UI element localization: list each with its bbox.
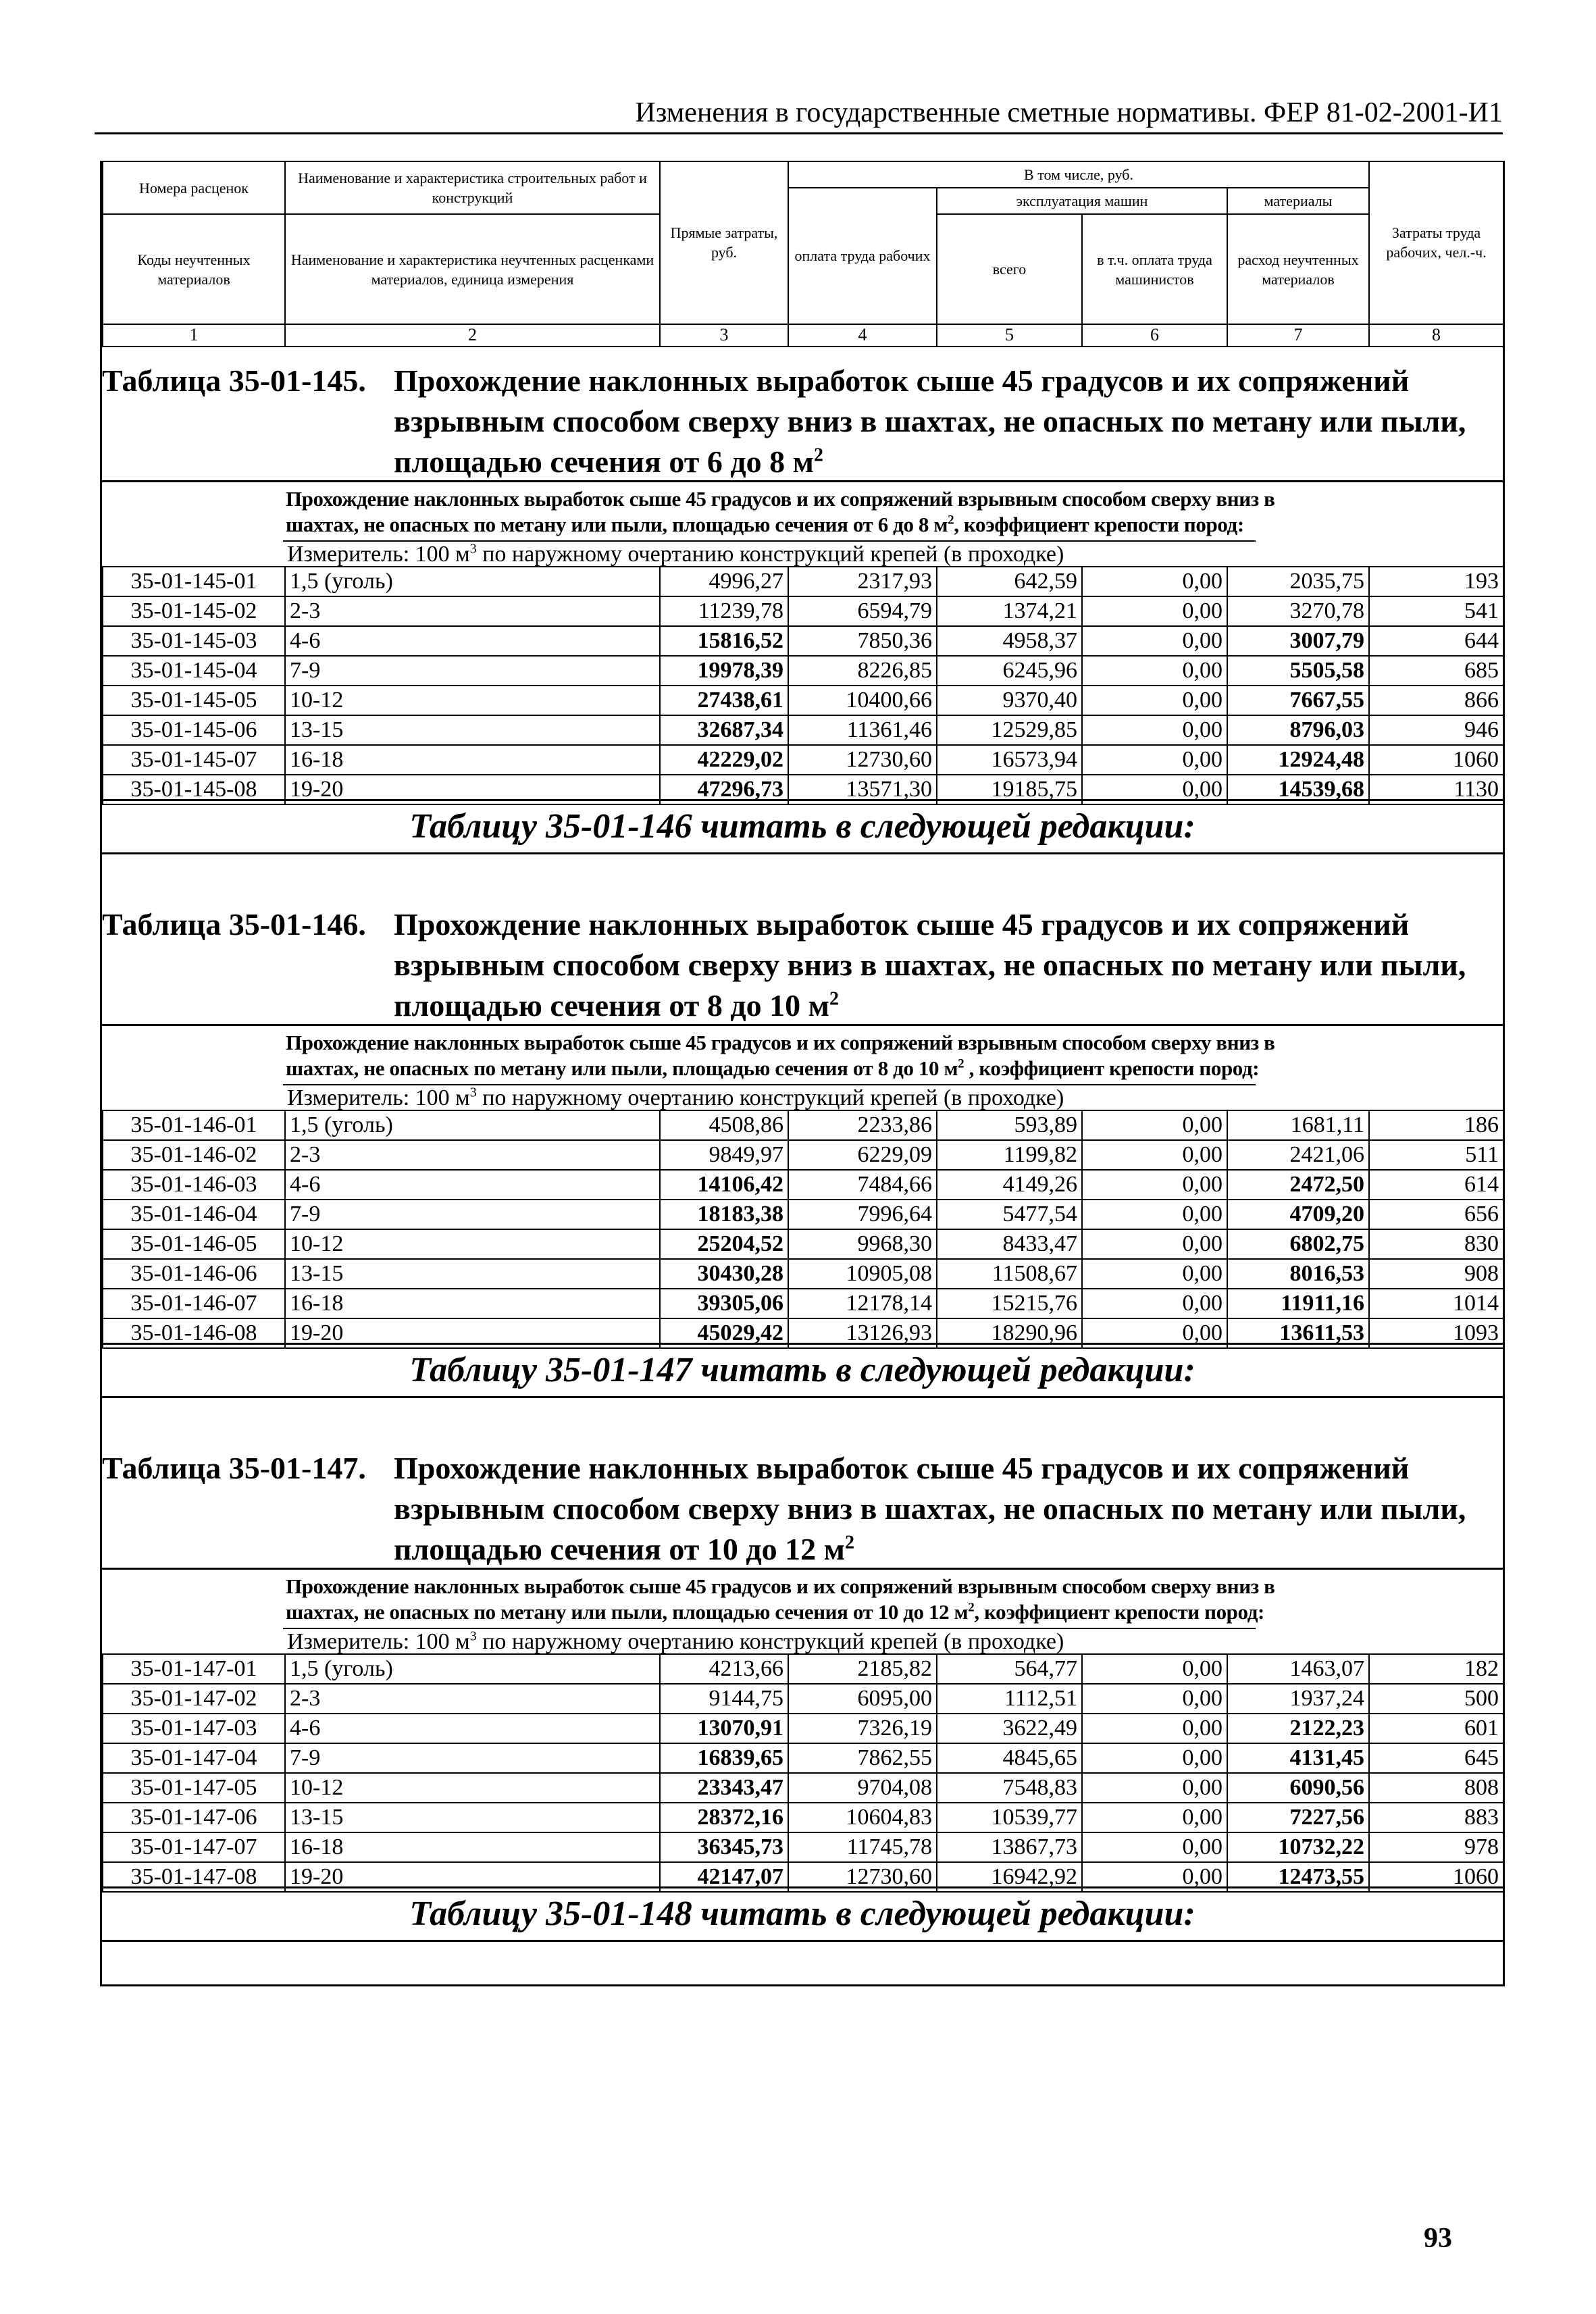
row-code-cell: 35-01-146-04 <box>103 1200 285 1229</box>
row-code-cell: 35-01-145-06 <box>103 715 285 745</box>
header-rule <box>95 132 1503 134</box>
unit-of-measure-tail: по наружному очертанию конструкций крепей (в проходке) <box>476 1629 1064 1654</box>
row-code-cell: 35-01-145-01 <box>103 567 285 596</box>
header-labor-pay: оплата труда рабочих <box>788 188 937 324</box>
row-labor-hours-cell: 1014 <box>1369 1289 1503 1318</box>
table-number: Таблица 35-01-147. <box>102 1451 366 1485</box>
row-direct-cost-cell: 13070,91 <box>660 1714 788 1743</box>
row-labor-pay-cell: 2185,82 <box>788 1654 937 1684</box>
row-code-cell: 35-01-146-08 <box>103 1318 285 1348</box>
row-labor-hours-cell: 601 <box>1369 1714 1503 1743</box>
row-materials-cell: 12924,48 <box>1227 745 1369 775</box>
header-name-bottom: Наименование и характеристика неучтенных расценками материалов, единица измерения <box>285 214 660 324</box>
row-materials-cell: 14539,68 <box>1227 775 1369 804</box>
row-labor-pay-cell: 9704,08 <box>788 1773 937 1803</box>
row-labor-pay-cell: 7996,64 <box>788 1200 937 1229</box>
row-machine-labor-cell: 0,00 <box>1082 1862 1227 1892</box>
row-labor-hours-cell: 193 <box>1369 567 1503 596</box>
row-labor-pay-cell: 12730,60 <box>788 1862 937 1892</box>
row-materials-cell: 10732,22 <box>1227 1832 1369 1862</box>
row-materials-cell: 5505,58 <box>1227 656 1369 686</box>
work-description-line: Прохождение наклонных выработок сыше 45 градусов и их сопряжений взрывным способом сверху вниз в <box>286 487 1275 511</box>
work-description-line <box>286 1599 1503 1625</box>
row-name-cell: 16-18 <box>285 745 660 775</box>
header-machine-total: всего <box>937 214 1082 324</box>
row-name-cell: 10-12 <box>285 686 660 715</box>
work-description-line: Прохождение наклонных выработок сыше 45 градусов и их сопряжений взрывным способом сверху вниз в <box>286 1031 1275 1054</box>
row-direct-cost-cell: 4996,27 <box>660 567 788 596</box>
work-description-text: шахтах, не опасных по метану или пыли, площадью сечения от 8 до 10 м <box>286 1056 958 1080</box>
header-labor-costs: Затраты труда рабочих, чел.-ч. <box>1369 161 1503 324</box>
row-direct-cost-cell: 42229,02 <box>660 745 788 775</box>
row-labor-pay-cell: 6594,79 <box>788 596 937 626</box>
row-direct-cost-cell: 11239,78 <box>660 596 788 626</box>
row-direct-cost-cell: 36345,73 <box>660 1832 788 1862</box>
row-direct-cost-cell: 18183,38 <box>660 1200 788 1229</box>
row-direct-cost-cell: 9144,75 <box>660 1684 788 1714</box>
row-labor-pay-cell: 7326,19 <box>788 1714 937 1743</box>
header-including: В том числе, руб. <box>788 161 1369 188</box>
row-direct-cost-cell: 39305,06 <box>660 1289 788 1318</box>
row-code-cell: 35-01-145-03 <box>103 626 285 656</box>
header-materials-uncounted: расход неучтенных материалов <box>1227 214 1369 324</box>
row-name-cell: 4-6 <box>285 1714 660 1743</box>
row-labor-pay-cell: 6095,00 <box>788 1684 937 1714</box>
row-name-cell: 19-20 <box>285 1318 660 1348</box>
rates-table <box>102 1110 1504 1349</box>
header-machine-incl-pay: в т.ч. оплата труда машинистов <box>1082 214 1227 324</box>
table-row <box>103 715 1503 745</box>
unit-of-measure-tail: по наружному очертанию конструкций крепей (в проходке) <box>476 542 1064 567</box>
work-description-superscript: 2 <box>948 513 954 528</box>
table-row <box>103 596 1503 626</box>
row-materials-cell: 3270,78 <box>1227 596 1369 626</box>
row-machine-labor-cell: 0,00 <box>1082 1200 1227 1229</box>
row-machine-labor-cell: 0,00 <box>1082 775 1227 804</box>
row-labor-hours-cell: 614 <box>1369 1170 1503 1200</box>
row-labor-pay-cell: 9968,30 <box>788 1229 937 1259</box>
row-machine-total-cell: 16942,92 <box>937 1862 1082 1892</box>
rate-table-section <box>102 1435 1503 1942</box>
row-direct-cost-cell: 30430,28 <box>660 1259 788 1289</box>
row-labor-hours-cell: 1060 <box>1369 745 1503 775</box>
row-labor-hours-cell: 182 <box>1369 1654 1503 1684</box>
row-machine-labor-cell: 0,00 <box>1082 1289 1227 1318</box>
row-labor-pay-cell: 7484,66 <box>788 1170 937 1200</box>
row-labor-pay-cell: 12178,14 <box>788 1289 937 1318</box>
page-number: 93 <box>1424 2223 1452 2254</box>
table-title-superscript: 2 <box>814 444 823 466</box>
row-materials-cell: 2472,50 <box>1227 1170 1369 1200</box>
row-materials-cell: 1681,11 <box>1227 1110 1369 1140</box>
row-code-cell: 35-01-145-08 <box>103 775 285 804</box>
row-name-cell: 1,5 (уголь) <box>285 1654 660 1684</box>
row-labor-pay-cell: 7862,55 <box>788 1743 937 1773</box>
row-labor-hours-cell: 500 <box>1369 1684 1503 1714</box>
unit-of-measure-superscript: 3 <box>469 1085 477 1100</box>
unit-of-measure <box>283 1084 1256 1110</box>
row-machine-total-cell: 3622,49 <box>937 1714 1082 1743</box>
row-code-cell: 35-01-146-06 <box>103 1259 285 1289</box>
header-direct-costs: Прямые затраты, руб. <box>660 161 788 324</box>
table-title-text: Прохождение наклонных выработок сыше 45 градусов и их сопряжений взрывным способом сверху вниз в шахтах, не опасных по метану или пыли, площадью сечения от 10 до 12 м <box>394 1451 1466 1566</box>
row-machine-total-cell: 15215,76 <box>937 1289 1082 1318</box>
row-labor-hours-cell: 883 <box>1369 1803 1503 1832</box>
unit-of-measure-text: Измеритель: 100 м <box>287 542 470 567</box>
row-machine-total-cell: 642,59 <box>937 567 1082 596</box>
row-machine-total-cell: 7548,83 <box>937 1773 1082 1803</box>
row-code-cell: 35-01-147-08 <box>103 1862 285 1892</box>
row-machine-labor-cell: 0,00 <box>1082 1140 1227 1170</box>
table-row <box>103 1684 1503 1714</box>
work-description-text: шахтах, не опасных по метану или пыли, площадью сечения от 6 до 8 м <box>286 513 948 536</box>
row-machine-labor-cell: 0,00 <box>1082 626 1227 656</box>
row-materials-cell: 11911,16 <box>1227 1289 1369 1318</box>
header-number: 5 <box>937 324 1082 346</box>
row-machine-total-cell: 1112,51 <box>937 1684 1082 1714</box>
row-code-cell: 35-01-146-02 <box>103 1140 285 1170</box>
row-machine-labor-cell: 0,00 <box>1082 596 1227 626</box>
table-row <box>103 1170 1503 1200</box>
table-row <box>103 1259 1503 1289</box>
row-name-cell: 2-3 <box>285 1684 660 1714</box>
row-code-cell: 35-01-147-04 <box>103 1743 285 1773</box>
work-description-superscript: 2 <box>958 1056 964 1071</box>
row-direct-cost-cell: 27438,61 <box>660 686 788 715</box>
row-machine-total-cell: 4845,65 <box>937 1743 1082 1773</box>
row-machine-labor-cell: 0,00 <box>1082 1318 1227 1348</box>
row-materials-cell: 1463,07 <box>1227 1654 1369 1684</box>
row-machine-total-cell: 11508,67 <box>937 1259 1082 1289</box>
header-codes-bottom: Коды неучтенных материалов <box>103 214 285 324</box>
work-description <box>286 1574 1503 1625</box>
row-direct-cost-cell: 14106,42 <box>660 1170 788 1200</box>
work-description-line <box>286 512 1503 538</box>
row-machine-labor-cell: 0,00 <box>1082 567 1227 596</box>
rates-table <box>102 1653 1504 1893</box>
row-labor-pay-cell: 2233,86 <box>788 1110 937 1140</box>
row-direct-cost-cell: 4508,86 <box>660 1110 788 1140</box>
rate-table-section <box>102 347 1503 854</box>
row-machine-labor-cell: 0,00 <box>1082 715 1227 745</box>
row-materials-cell: 4131,45 <box>1227 1743 1369 1773</box>
row-name-cell: 4-6 <box>285 1170 660 1200</box>
table-title-superscript: 2 <box>845 1532 854 1553</box>
row-code-cell: 35-01-147-01 <box>103 1654 285 1684</box>
row-direct-cost-cell: 25204,52 <box>660 1229 788 1259</box>
header-number: 2 <box>285 324 660 346</box>
row-machine-labor-cell: 0,00 <box>1082 1832 1227 1862</box>
row-machine-total-cell: 564,77 <box>937 1654 1082 1684</box>
table-row <box>103 567 1503 596</box>
row-machine-total-cell: 19185,75 <box>937 775 1082 804</box>
row-machine-labor-cell: 0,00 <box>1082 1110 1227 1140</box>
row-labor-hours-cell: 644 <box>1369 626 1503 656</box>
work-description-superscript: 2 <box>968 1600 975 1615</box>
row-machine-total-cell: 10539,77 <box>937 1803 1082 1832</box>
row-machine-total-cell: 1199,82 <box>937 1140 1082 1170</box>
next-edition-note: Таблицу 35-01-148 читать в следующей редакции: <box>102 1886 1503 1942</box>
row-code-cell: 35-01-146-03 <box>103 1170 285 1200</box>
row-direct-cost-cell: 32687,34 <box>660 715 788 745</box>
row-labor-pay-cell: 13571,30 <box>788 775 937 804</box>
row-machine-total-cell: 5477,54 <box>937 1200 1082 1229</box>
row-code-cell: 35-01-145-07 <box>103 745 285 775</box>
row-materials-cell: 4709,20 <box>1227 1200 1369 1229</box>
section-title-block <box>102 891 1503 1026</box>
work-description-line: Прохождение наклонных выработок сыше 45 градусов и их сопряжений взрывным способом сверху вниз в <box>286 1574 1275 1598</box>
table-row <box>103 1200 1503 1229</box>
row-code-cell: 35-01-145-05 <box>103 686 285 715</box>
table-number: Таблица 35-01-145. <box>102 363 366 398</box>
row-labor-hours-cell: 1093 <box>1369 1318 1503 1348</box>
table-title-text: Прохождение наклонных выработок сыше 45 градусов и их сопряжений взрывным способом сверху вниз в шахтах, не опасных по метану или пыли, площадью сечения от 8 до 10 м <box>394 907 1466 1023</box>
row-materials-cell: 7667,55 <box>1227 686 1369 715</box>
row-machine-total-cell: 13867,73 <box>937 1832 1082 1862</box>
row-labor-hours-cell: 1130 <box>1369 775 1503 804</box>
work-description <box>286 1030 1503 1081</box>
table-row <box>103 1832 1503 1862</box>
row-name-cell: 7-9 <box>285 1743 660 1773</box>
row-machine-labor-cell: 0,00 <box>1082 1773 1227 1803</box>
row-name-cell: 10-12 <box>285 1229 660 1259</box>
row-materials-cell: 2122,23 <box>1227 1714 1369 1743</box>
next-edition-note: Таблицу 35-01-147 читать в следующей редакции: <box>102 1343 1503 1398</box>
work-description-line <box>286 1056 1503 1081</box>
work-description <box>286 486 1503 538</box>
row-code-cell: 35-01-145-04 <box>103 656 285 686</box>
section-title-block <box>102 347 1503 482</box>
row-name-cell: 19-20 <box>285 1862 660 1892</box>
row-labor-hours-cell: 946 <box>1369 715 1503 745</box>
row-name-cell: 13-15 <box>285 1803 660 1832</box>
unit-of-measure-text: Измеритель: 100 м <box>287 1629 470 1654</box>
row-materials-cell: 2421,06 <box>1227 1140 1369 1170</box>
rate-table-section <box>102 891 1503 1398</box>
row-materials-cell: 6802,75 <box>1227 1229 1369 1259</box>
row-labor-hours-cell: 808 <box>1369 1773 1503 1803</box>
row-machine-total-cell: 6245,96 <box>937 656 1082 686</box>
table-row <box>103 1743 1503 1773</box>
row-labor-hours-cell: 830 <box>1369 1229 1503 1259</box>
row-machine-total-cell: 4958,37 <box>937 626 1082 656</box>
unit-of-measure-tail: по наружному очертанию конструкций крепей (в проходке) <box>476 1085 1064 1110</box>
row-direct-cost-cell: 19978,39 <box>660 656 788 686</box>
row-labor-pay-cell: 10905,08 <box>788 1259 937 1289</box>
row-machine-labor-cell: 0,00 <box>1082 1803 1227 1832</box>
work-description-tail: , коэффициент крепости пород: <box>964 1056 1260 1080</box>
row-machine-total-cell: 9370,40 <box>937 686 1082 715</box>
table-title <box>394 1448 1499 1570</box>
table-row <box>103 686 1503 715</box>
table-row <box>103 745 1503 775</box>
work-description-text: шахтах, не опасных по метану или пыли, площадью сечения от 10 до 12 м <box>286 1600 969 1624</box>
row-code-cell: 35-01-147-05 <box>103 1773 285 1803</box>
row-labor-hours-cell: 645 <box>1369 1743 1503 1773</box>
row-labor-hours-cell: 685 <box>1369 656 1503 686</box>
row-machine-labor-cell: 0,00 <box>1082 1654 1227 1684</box>
header-name-top: Наименование и характеристика строительных работ и конструкций <box>285 161 660 214</box>
unit-of-measure-text: Измеритель: 100 м <box>287 1085 470 1110</box>
row-labor-pay-cell: 8226,85 <box>788 656 937 686</box>
row-code-cell: 35-01-145-02 <box>103 596 285 626</box>
table-row <box>103 656 1503 686</box>
header-machine-operation: эксплуатация машин <box>937 188 1227 215</box>
row-machine-labor-cell: 0,00 <box>1082 1229 1227 1259</box>
row-name-cell: 1,5 (уголь) <box>285 567 660 596</box>
header-number: 8 <box>1369 324 1503 346</box>
row-labor-pay-cell: 11361,46 <box>788 715 937 745</box>
table-row <box>103 1773 1503 1803</box>
row-labor-hours-cell: 978 <box>1369 1832 1503 1862</box>
row-machine-labor-cell: 0,00 <box>1082 1259 1227 1289</box>
row-machine-labor-cell: 0,00 <box>1082 656 1227 686</box>
table-row <box>103 1140 1503 1170</box>
work-description-tail: , коэффициент крепости пород: <box>974 1600 1264 1624</box>
row-name-cell: 13-15 <box>285 715 660 745</box>
row-name-cell: 10-12 <box>285 1773 660 1803</box>
table-title <box>394 361 1499 482</box>
table-title-superscript: 2 <box>829 988 839 1010</box>
row-machine-labor-cell: 0,00 <box>1082 1684 1227 1714</box>
row-direct-cost-cell: 47296,73 <box>660 775 788 804</box>
row-name-cell: 13-15 <box>285 1259 660 1289</box>
table-row <box>103 1714 1503 1743</box>
table-row <box>103 626 1503 656</box>
row-direct-cost-cell: 4213,66 <box>660 1654 788 1684</box>
row-machine-labor-cell: 0,00 <box>1082 686 1227 715</box>
row-direct-cost-cell: 9849,97 <box>660 1140 788 1170</box>
document-sheet <box>100 161 1505 1986</box>
row-labor-hours-cell: 511 <box>1369 1140 1503 1170</box>
header-number: 7 <box>1227 324 1369 346</box>
row-name-cell: 16-18 <box>285 1289 660 1318</box>
row-name-cell: 19-20 <box>285 775 660 804</box>
row-labor-hours-cell: 541 <box>1369 596 1503 626</box>
row-direct-cost-cell: 15816,52 <box>660 626 788 656</box>
row-direct-cost-cell: 42147,07 <box>660 1862 788 1892</box>
row-machine-total-cell: 1374,21 <box>937 596 1082 626</box>
unit-of-measure-superscript: 3 <box>469 1628 477 1644</box>
unit-of-measure-superscript: 3 <box>469 541 477 557</box>
row-materials-cell: 1937,24 <box>1227 1684 1369 1714</box>
header-materials: материалы <box>1227 188 1369 215</box>
rates-table <box>102 566 1504 805</box>
unit-of-measure <box>283 1628 1256 1653</box>
row-direct-cost-cell: 16839,65 <box>660 1743 788 1773</box>
row-machine-total-cell: 593,89 <box>937 1110 1082 1140</box>
row-labor-pay-cell: 2317,93 <box>788 567 937 596</box>
row-name-cell: 7-9 <box>285 1200 660 1229</box>
row-materials-cell: 12473,55 <box>1227 1862 1369 1892</box>
row-direct-cost-cell: 28372,16 <box>660 1803 788 1832</box>
row-labor-pay-cell: 10604,83 <box>788 1803 937 1832</box>
header-number: 6 <box>1082 324 1227 346</box>
row-machine-total-cell: 18290,96 <box>937 1318 1082 1348</box>
row-machine-total-cell: 8433,47 <box>937 1229 1082 1259</box>
row-labor-pay-cell: 11745,78 <box>788 1832 937 1862</box>
row-machine-total-cell: 12529,85 <box>937 715 1082 745</box>
row-machine-labor-cell: 0,00 <box>1082 1743 1227 1773</box>
row-labor-hours-cell: 656 <box>1369 1200 1503 1229</box>
row-code-cell: 35-01-146-01 <box>103 1110 285 1140</box>
row-materials-cell: 7227,56 <box>1227 1803 1369 1832</box>
row-materials-cell: 6090,56 <box>1227 1773 1369 1803</box>
row-labor-pay-cell: 13126,93 <box>788 1318 937 1348</box>
unit-of-measure <box>283 540 1256 566</box>
row-code-cell: 35-01-147-07 <box>103 1832 285 1862</box>
column-header-table <box>102 161 1504 347</box>
row-name-cell: 2-3 <box>285 596 660 626</box>
row-labor-hours-cell: 908 <box>1369 1259 1503 1289</box>
row-materials-cell: 13611,53 <box>1227 1318 1369 1348</box>
table-row <box>103 1110 1503 1140</box>
header-number: 3 <box>660 324 788 346</box>
row-code-cell: 35-01-147-03 <box>103 1714 285 1743</box>
row-direct-cost-cell: 45029,42 <box>660 1318 788 1348</box>
row-materials-cell: 2035,75 <box>1227 567 1369 596</box>
row-name-cell: 16-18 <box>285 1832 660 1862</box>
row-labor-pay-cell: 10400,66 <box>788 686 937 715</box>
work-description-tail: , коэффициент крепости пород: <box>954 513 1244 536</box>
row-code-cell: 35-01-146-05 <box>103 1229 285 1259</box>
row-materials-cell: 8016,53 <box>1227 1259 1369 1289</box>
table-number: Таблица 35-01-146. <box>102 907 366 942</box>
row-materials-cell: 8796,03 <box>1227 715 1369 745</box>
row-materials-cell: 3007,79 <box>1227 626 1369 656</box>
row-name-cell: 4-6 <box>285 626 660 656</box>
row-code-cell: 35-01-146-07 <box>103 1289 285 1318</box>
row-labor-pay-cell: 7850,36 <box>788 626 937 656</box>
row-labor-pay-cell: 12730,60 <box>788 745 937 775</box>
row-name-cell: 2-3 <box>285 1140 660 1170</box>
row-labor-pay-cell: 6229,09 <box>788 1140 937 1170</box>
table-title <box>394 904 1499 1026</box>
table-row <box>103 1229 1503 1259</box>
table-row <box>103 1654 1503 1684</box>
row-machine-labor-cell: 0,00 <box>1082 745 1227 775</box>
row-machine-labor-cell: 0,00 <box>1082 1170 1227 1200</box>
running-header: Изменения в государственные сметные нормативы. ФЕР 81-02-2001-И1 <box>635 97 1503 128</box>
row-labor-hours-cell: 866 <box>1369 686 1503 715</box>
table-title-text: Прохождение наклонных выработок сыше 45 градусов и их сопряжений взрывным способом сверху вниз в шахтах, не опасных по метану или пыли, площадью сечения от 6 до 8 м <box>394 363 1466 479</box>
header-number: 4 <box>788 324 937 346</box>
row-machine-total-cell: 4149,26 <box>937 1170 1082 1200</box>
header-number: 1 <box>103 324 285 346</box>
row-labor-hours-cell: 1060 <box>1369 1862 1503 1892</box>
section-title-block <box>102 1435 1503 1570</box>
row-direct-cost-cell: 23343,47 <box>660 1773 788 1803</box>
row-labor-hours-cell: 186 <box>1369 1110 1503 1140</box>
row-machine-labor-cell: 0,00 <box>1082 1714 1227 1743</box>
row-name-cell: 1,5 (уголь) <box>285 1110 660 1140</box>
row-code-cell: 35-01-147-02 <box>103 1684 285 1714</box>
table-row <box>103 1803 1503 1832</box>
row-machine-total-cell: 16573,94 <box>937 745 1082 775</box>
table-row <box>103 1289 1503 1318</box>
next-edition-note: Таблицу 35-01-146 читать в следующей редакции: <box>102 799 1503 854</box>
row-code-cell: 35-01-147-06 <box>103 1803 285 1832</box>
header-codes-top: Номера расценок <box>103 161 285 214</box>
row-name-cell: 7-9 <box>285 656 660 686</box>
